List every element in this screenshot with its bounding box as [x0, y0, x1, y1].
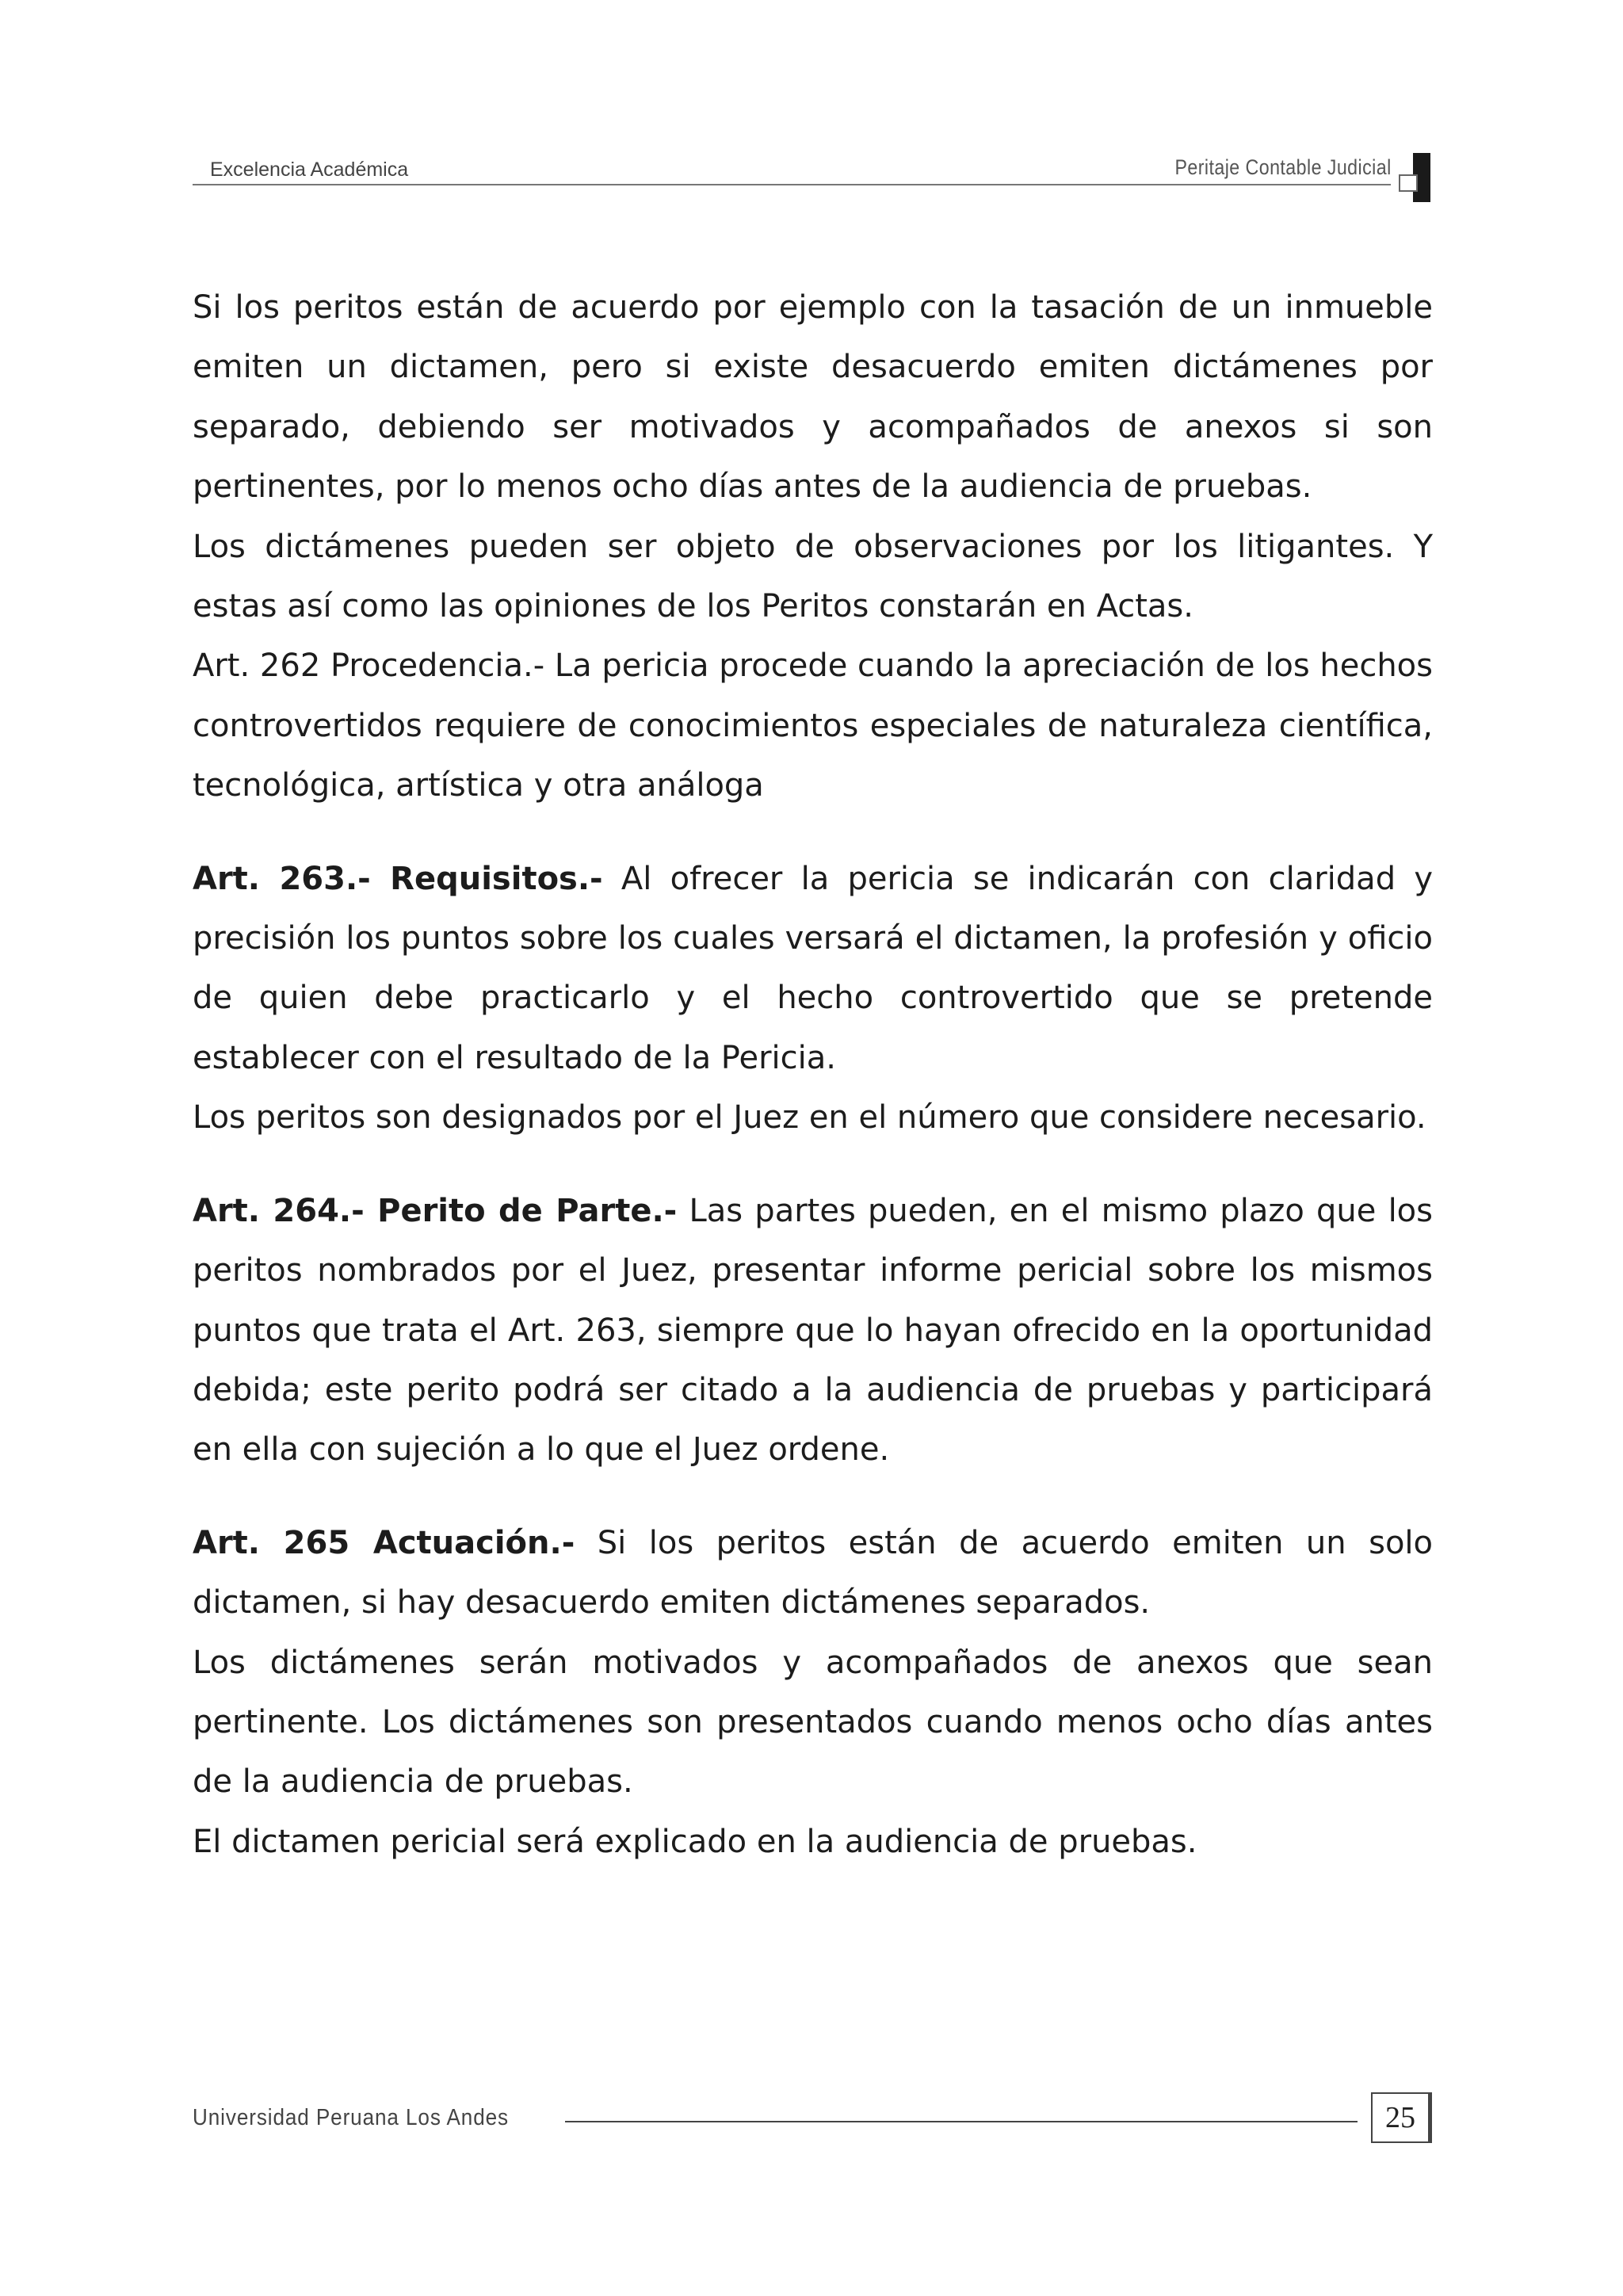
paragraph: Si los peritos están de acuerdo por ejemplo con la tasación de un inmueble emiten un dictamen, pero si existe desacuerdo emiten dictámenes por separado, debiendo ser motivados y acompañados de anexos si son pertinentes, por lo menos ocho días antes de la audiencia de pruebas. — [193, 289, 1433, 506]
header-left-title: Excelencia Académica — [210, 159, 409, 181]
article-heading: Art. 265 Actuación.- — [193, 1524, 575, 1561]
article-text: Las partes pueden, en el mismo plazo que los peritos nombrados por el Juez, presentar informe pericial sobre los mismos puntos que trata el Art. 263, siempre que lo hayan ofrecido en la oportunidad debida; este perito podrá ser citado a la audiencia de pruebas y participará en ella con sujeción a lo que el Juez ordene. — [193, 1192, 1433, 1469]
page-body — [193, 278, 1433, 1872]
paragraph: Art. 262 Procedencia.- La pericia procede cuando la apreciación de los hechos controvertidos requiere de conocimientos especiales de naturaleza científica, tecnológica, artística y otra análoga — [193, 648, 1433, 804]
footer-university-name: Universidad Peruana Los Andes — [193, 2105, 509, 2130]
article-264-paragraph — [193, 1182, 1433, 1480]
page-number: 25 — [1371, 2092, 1432, 2143]
paragraph: Los dictámenes pueden ser objeto de observaciones por los litigantes. Y estas así como las opiniones de los Peritos constarán en Actas. — [193, 528, 1433, 625]
header-decoration-box — [1399, 174, 1418, 192]
paragraph: Los peritos son designados por el Juez en el número que considere necesario. — [193, 1099, 1426, 1137]
article-265-paragraph — [193, 1514, 1433, 1633]
article-text: Al ofrecer la pericia se indicarán con claridad y precisión los puntos sobre los cuales versará el dictamen, la profesión y oficio de quien debe practicarlo y el hecho controvertido que se pretende establecer con el resultado de la Pericia. — [193, 860, 1433, 1076]
page-header — [193, 151, 1433, 206]
article-heading: Art. 263.- Requisitos.- — [193, 860, 603, 897]
article-263-paragraph — [193, 850, 1433, 1089]
article-heading: Art. 264.- Perito de Parte.- — [193, 1192, 678, 1229]
article-text: Si los peritos están de acuerdo emiten un solo dictamen, si hay desacuerdo emiten dictámenes separados. — [193, 1524, 1434, 1622]
footer-rule — [565, 2121, 1358, 2122]
paragraph: Los dictámenes serán motivados y acompañados de anexos que sean pertinente. Los dictámenes son presentados cuando menos ocho días antes de la audiencia de pruebas. — [193, 1644, 1433, 1801]
paragraph: El dictamen pericial será explicado en la audiencia de pruebas. — [193, 1823, 1197, 1860]
header-right-title: Peritaje Contable Judicial — [1174, 155, 1392, 179]
page-footer — [193, 2092, 1433, 2148]
header-rule — [193, 184, 1391, 185]
